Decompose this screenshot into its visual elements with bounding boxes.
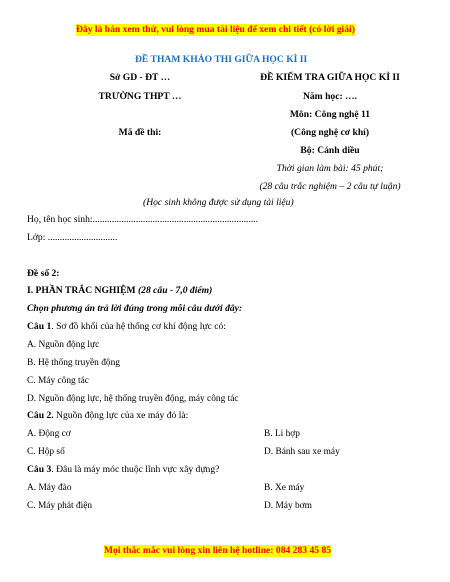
department: Sở GD - ĐT … <box>109 72 171 83</box>
question-3-label: Câu 3 <box>27 464 52 475</box>
question-2-option-d: D. Bánh sau xe máy <box>264 447 340 457</box>
preview-banner: Đây là bản xem thử, vui lòng mua tài liệu để xem chi tiết (có lời giải) <box>76 24 355 35</box>
student-name-line: Họ, tên học sinh:..................................................................... <box>27 214 259 225</box>
exam-name: ĐỀ KIỂM TRA GIỮA HỌC KÌ II <box>260 72 400 83</box>
exam-code-label: Mã đề thi: <box>118 127 162 138</box>
question-2-label: Câu 2. <box>27 410 54 421</box>
no-materials-note: (Học sinh không được sử dụng tài liệu) <box>143 197 294 208</box>
question-1-option-b: B. Hệ thống truyền động <box>27 358 120 368</box>
question-1 <box>27 321 226 333</box>
question-2-option-c: C. Hộp số <box>27 447 65 457</box>
question-3 <box>27 464 219 476</box>
question-1-option-c: C. Máy công tác <box>27 376 89 386</box>
question-2-option-b: B. Li hợp <box>264 429 300 439</box>
question-2 <box>27 410 188 422</box>
section-heading <box>27 285 212 297</box>
question-2-option-a: A. Động cơ <box>27 429 71 439</box>
duration: Thời gian làm bài: 45 phút; <box>276 163 384 174</box>
question-1-label: Câu 1 <box>27 321 52 332</box>
question-3-text: . Đâu là máy móc thuộc lĩnh vực xây dựng? <box>51 464 220 475</box>
question-3-option-b: B. Xe máy <box>264 483 305 493</box>
question-1-text: . Sơ đồ khối của hệ thống cơ khí động lực có: <box>51 321 226 332</box>
exam-number: Đề số 2: <box>27 268 60 279</box>
school-name: TRƯỜNG THPT … <box>98 91 182 102</box>
structure: (28 câu trắc nghiệm – 2 câu tự luận) <box>259 181 401 192</box>
subject: Môn: Công nghệ 11 <box>289 109 371 120</box>
question-2-text: Nguồn động lực của xe máy đó là: <box>53 410 189 421</box>
question-3-option-d: D. Máy bơm <box>264 501 312 511</box>
section-title: I. PHẦN TRẮC NGHIỆM <box>27 285 136 296</box>
school-year: Năm học: …. <box>302 91 358 102</box>
exam-title: ĐỀ THAM KHẢO THI GIỮA HỌC KÌ II <box>135 54 308 65</box>
section-instruction: Chọn phương án trả lời đúng trong mỗi câu dưới đây: <box>27 303 243 314</box>
student-class-line: Lớp: ............................. <box>27 232 118 243</box>
book-series: Bộ: Cánh diều <box>300 145 360 156</box>
question-1-option-d: D. Nguồn động lực, hệ thống truyền động, máy công tác <box>27 394 239 404</box>
hotline-banner: Mọi thắc mắc vui lòng xin liên hệ hotline: 084 283 45 85 <box>104 545 332 556</box>
question-3-option-c: C. Máy phát điện <box>27 501 93 511</box>
section-score: (28 câu - 7,0 điểm) <box>137 285 213 296</box>
subject-detail: (Công nghệ cơ khí) <box>290 127 370 138</box>
question-1-option-a: A. Nguồn động lực <box>27 340 100 350</box>
question-3-option-a: A. Máy đào <box>27 483 72 493</box>
